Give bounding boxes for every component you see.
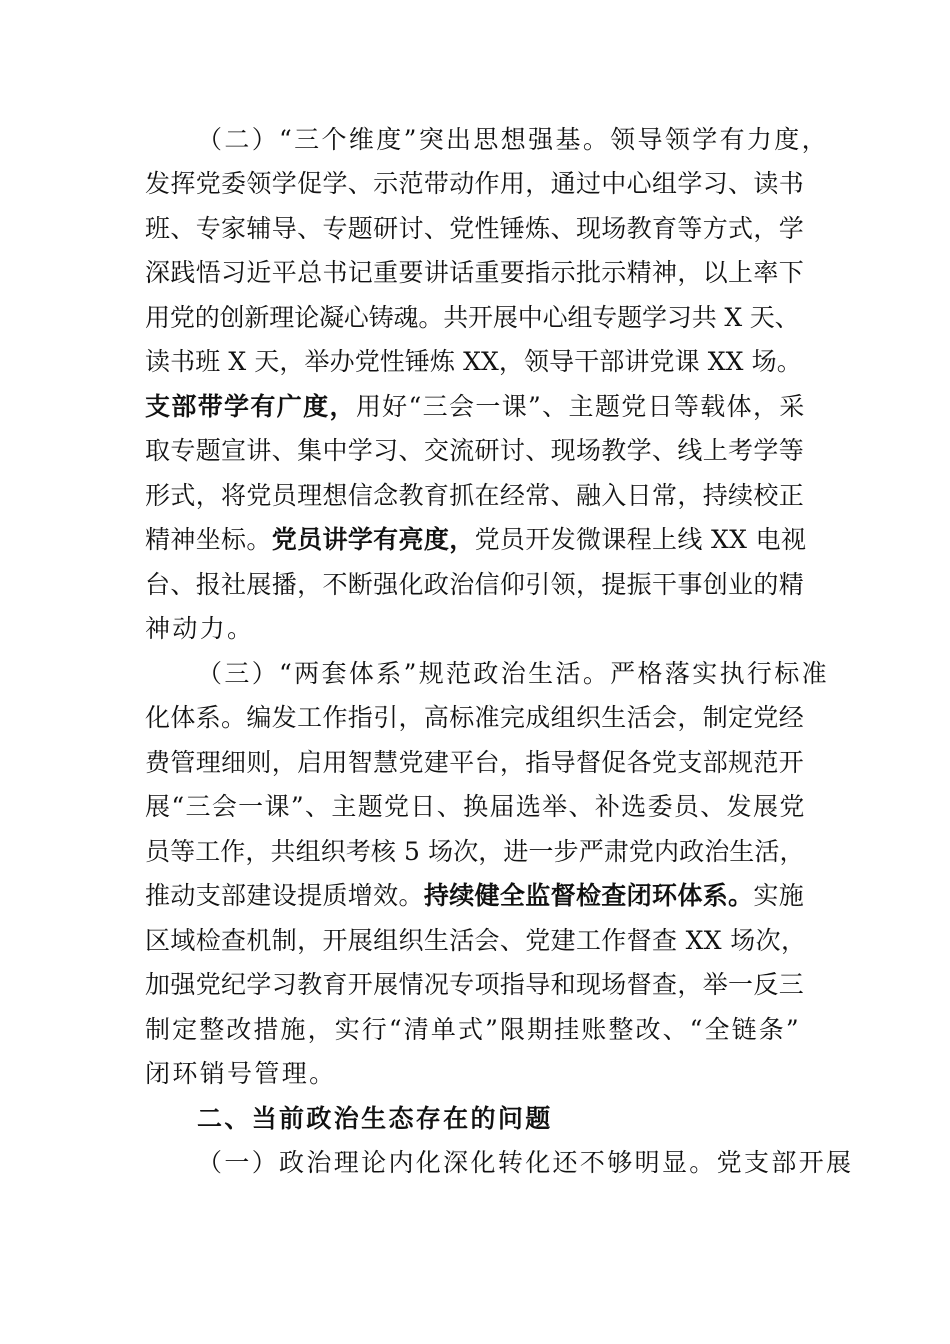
- bold-text-segment: 党员讲学有亮度，: [271, 525, 475, 554]
- paragraph-line: [145, 1052, 805, 1096]
- paragraph-line: [197, 652, 857, 696]
- text-segment: 加强党纪学习教育开展情况专项指导和现场督查，举一反三: [145, 970, 805, 999]
- text-segment: 发挥党委领学促学、示范带动作用，通过中心组学习、读书: [145, 169, 805, 198]
- paragraph-line: [145, 340, 805, 384]
- paragraph-line: [145, 251, 805, 295]
- paragraph-line: [145, 785, 805, 829]
- paragraph-line: [145, 563, 805, 607]
- text-segment: 制定整改措施，实行“清单式”限期挂账整改、“全链条”: [145, 1015, 801, 1044]
- text-segment: 展“三会一课”、主题党日、换届选举、补选委员、发展党: [145, 792, 806, 821]
- text-segment: （二）“三个维度”突出思想强基。领导领学有力度，: [197, 125, 829, 154]
- text-segment: 闭环销号管理。: [145, 1059, 337, 1088]
- text-segment: 取专题宣讲、集中学习、交流研讨、现场教学、线上考学等: [145, 436, 805, 465]
- paragraph-line: [145, 296, 805, 340]
- paragraph-line: [145, 1008, 805, 1052]
- text-segment: 形式，将党员理想信念教育抓在经常、融入日常，持续校正: [145, 481, 805, 510]
- paragraph-line: [145, 963, 805, 1007]
- paragraph-line: [145, 919, 805, 963]
- paragraph-line: [145, 830, 805, 874]
- paragraph-line: [145, 518, 805, 562]
- paragraph-line: [145, 207, 805, 251]
- bold-text-segment: 支部带学有广度，: [145, 392, 356, 421]
- text-segment: 费管理细则，启用智慧党建平台，指导督促各党支部规范开: [145, 748, 805, 777]
- text-segment: 班、专家辅导、专题研讨、党性锤炼、现场教育等方式，学: [145, 214, 805, 243]
- bold-text-segment: 持续健全监督检查闭环体系。: [423, 881, 754, 910]
- paragraph-line: （一）政治理论内化深化转化还不够明显。党支部开展: [197, 1148, 854, 1177]
- text-segment: 实施: [753, 881, 805, 910]
- text-segment: 区域检查机制，开展组织生活会、党建工作督查 XX 场次，: [145, 926, 807, 955]
- text-segment: 精神坐标。: [145, 525, 272, 554]
- paragraph-line: [197, 118, 857, 162]
- paragraph-line: [145, 162, 805, 206]
- text-segment: 读书班 X 天，举办党性锤炼 XX，领导干部讲党课 XX 场。: [145, 347, 802, 376]
- text-segment: 化体系。编发工作指引，高标准完成组织生活会，制定党经: [145, 703, 805, 732]
- text-segment: （三）“两套体系”规范政治生活。严格落实执行标准: [197, 659, 829, 688]
- text-segment: 党员开发微课程上线 XX 电视: [474, 525, 807, 554]
- text-segment: 推动支部建设提质增效。: [145, 881, 424, 910]
- section-heading: 二、当前政治生态存在的问题: [197, 1104, 553, 1133]
- paragraph-line: [145, 874, 805, 918]
- paragraph-line: [145, 385, 805, 429]
- paragraph-line: [145, 696, 805, 740]
- paragraph-line: [145, 741, 805, 785]
- paragraph-line: [145, 429, 805, 473]
- text-segment: 深践悟习近平总书记重要讲话重要指示批示精神，以上率下: [145, 258, 805, 287]
- text-segment: 用党的创新理论凝心铸魂。共开展中心组专题学习共 X 天、: [145, 303, 800, 332]
- text-segment: 用好“三会一课”、主题党日等载体，采: [355, 392, 806, 421]
- text-segment: 台、报社展播，不断强化政治信仰引领，提振干事创业的精: [145, 570, 805, 599]
- paragraph-line: [145, 474, 805, 518]
- paragraph-line: [145, 607, 805, 651]
- text-segment: 神动力。: [145, 614, 255, 643]
- text-segment: 员等工作，共组织考核 5 场次，进一步严肃党内政治生活，: [145, 837, 805, 866]
